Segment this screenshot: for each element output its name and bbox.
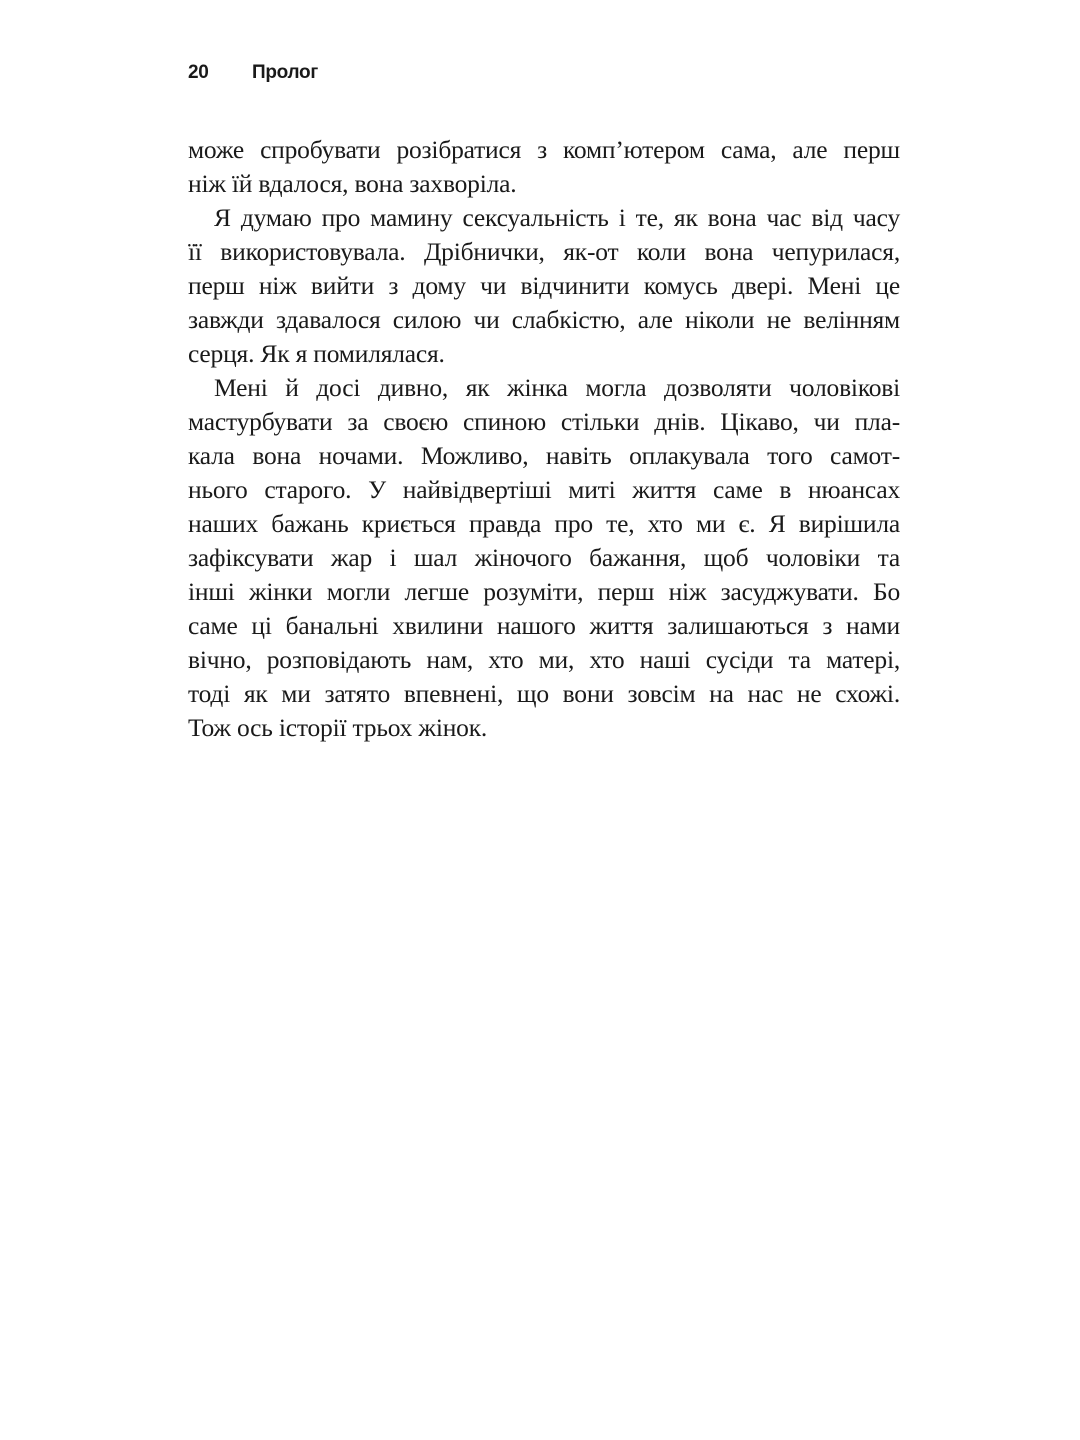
running-title: Пролог (252, 62, 318, 83)
text-line: мастурбувати за своєю спиною стільки днів. Цікаво, чи пла- (188, 407, 900, 436)
body-text (188, 133, 900, 745)
text-line: Мені й досі дивно, як жінка могла дозволяти чоловікові (214, 373, 900, 402)
text-line: нього старого. У найвідвертіші миті життя саме в нюансах (188, 475, 900, 504)
text-line: тоді як ми затято впевнені, що вони зовсім на нас не схожі. (188, 679, 900, 708)
text-line: саме ці банальні хвилини нашого життя залишаються з нами (188, 611, 900, 640)
text-line: вічно, розповідають нам, хто ми, хто наші сусіди та матері, (188, 645, 900, 674)
text-line: ніж їй вдалося, вона захворіла. (188, 169, 517, 198)
paragraph-3 (188, 371, 900, 745)
running-header (188, 62, 318, 84)
text-line: кала вона ночами. Можливо, навіть оплакувала того самот- (188, 441, 900, 470)
text-line: інші жінки могли легше розуміти, перш ніж засуджувати. Бо (188, 577, 900, 606)
page-number: 20 (188, 62, 209, 83)
text-line: наших бажань криється правда про те, хто ми є. Я вирішила (188, 509, 900, 538)
paragraph-2 (188, 201, 900, 371)
paragraph-1 (188, 133, 900, 201)
text-line: Тож ось історії трьох жінок. (188, 713, 488, 742)
text-line: серця. Як я помилялася. (188, 339, 445, 368)
text-line: завжди здавалося силою чи слабкістю, але ніколи не велінням (188, 305, 900, 334)
text-line: Я думаю про мамину сексуальність і те, як вона час від часу (214, 203, 900, 232)
text-line: може спробувати розібратися з комп’ютером сама, але перш (188, 135, 900, 164)
text-line: зафіксувати жар і шал жіночого бажання, щоб чоловіки та (188, 543, 900, 572)
text-line: її використовувала. Дрібнички, як-от коли вона чепурилася, (188, 237, 900, 266)
text-line: перш ніж вийти з дому чи відчинити комусь двері. Мені це (188, 271, 900, 300)
